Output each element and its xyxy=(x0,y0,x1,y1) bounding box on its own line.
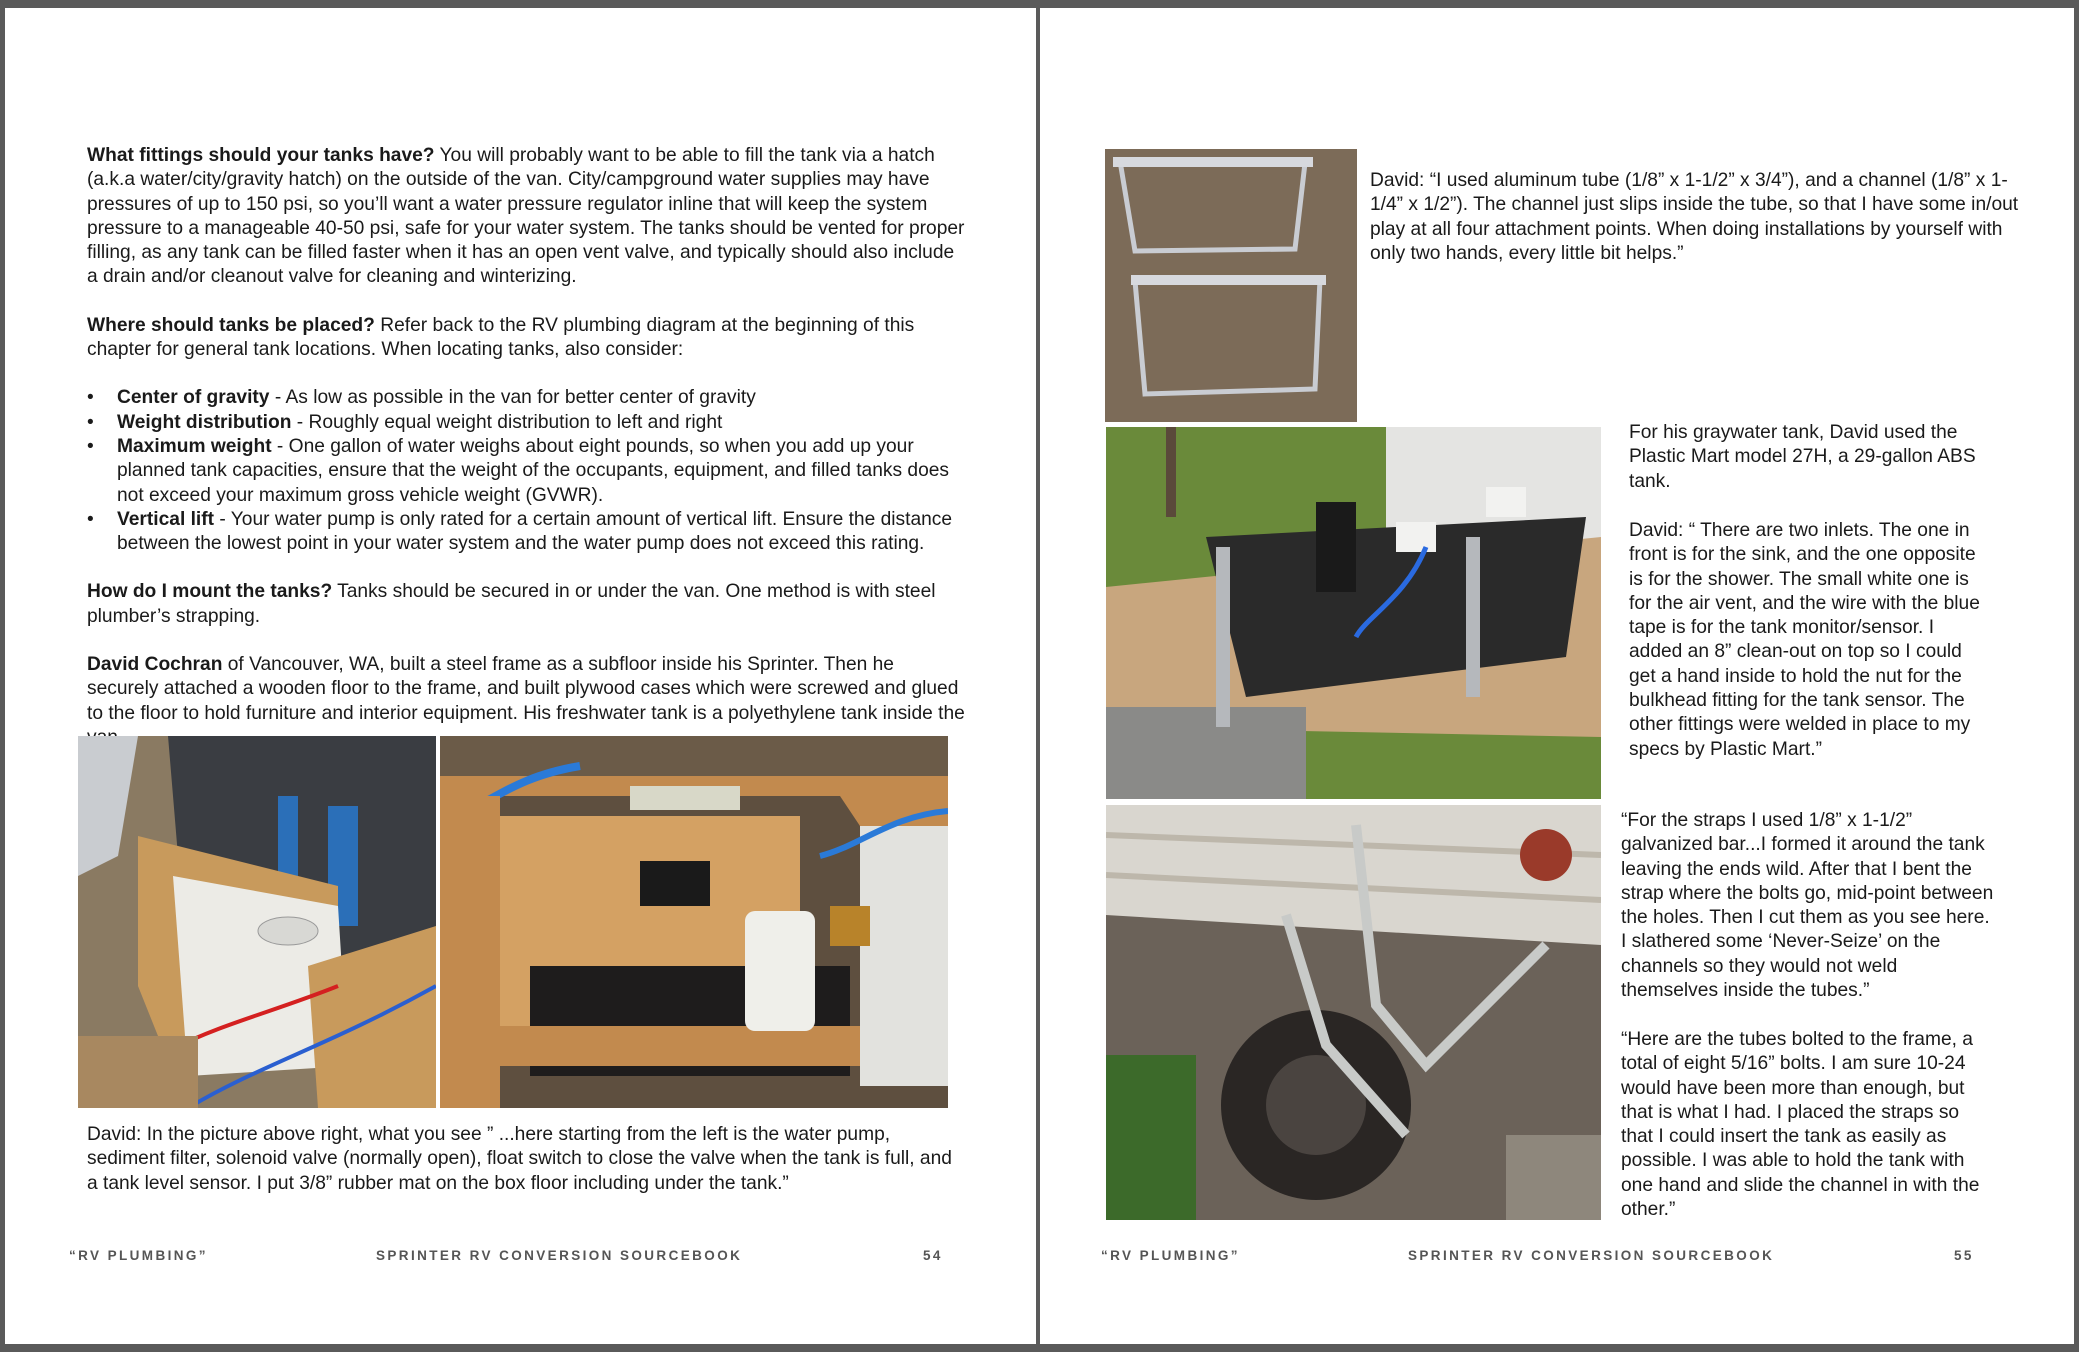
fittings-paragraph xyxy=(87,144,967,290)
bullet-text: - Your water pump is only rated for a certain amount of vertical lift. Ensure the distance between the lowest point in your water system and the water pump does not exceed this rating. xyxy=(117,508,953,555)
photo-caption: David: In the picture above right, what you see ” ...here starting from the left is the water pump, sediment filter, solenoid valve (normally open), float switch to close the valve when the tank is full, and a tank level sensor. I put 3/8” rubber mat on the box floor including under the tank.” xyxy=(87,1124,952,1194)
straps-quote: “For the straps I used 1/8” x 1-1/2” galvanized bar...I formed it around the tank leaving the ends wild. After that I bent the strap where the bolts go, mid-point between the holes. Then I cut them as you see here. I slathered some ‘Never-Seize’ on the channels so they would not weld themselves inside the tubes.” xyxy=(1621,810,1994,1002)
placement-body: Refer back to the RV plumbing diagram at the beginning of this chapter for general tank locations. When locating tanks, also consider: xyxy=(87,314,915,361)
placement-paragraph xyxy=(87,314,967,363)
bullet-text: - One gallon of water weighs about eight pounds, so when you add up your planned tank capacities, ensure that the weight of the occupants, equipment, and filled tanks does not exceed your maximum gross vehicle weight (GVWR). xyxy=(117,435,950,506)
mounting-body: Tanks should be secured in or under the van. One method is with steel plumber’s strapping. xyxy=(87,581,936,627)
left-text-column xyxy=(87,144,967,750)
list-item xyxy=(87,435,967,508)
photo-freshwater-tank xyxy=(78,736,436,1108)
placement-heading: Where should tanks be placed? xyxy=(87,314,375,336)
graywater-quote: David: “ There are two inlets. The one in front is for the sink, and the one opposite is for the shower. The small white one is for the air vent, and the wire with the blue tape is for the tank monitor/sensor. I added an 8” clean-out on top so I could get a hand inside to hold the nut for the bulkhead fitting for the tank sensor. The other fittings were welded in place to my specs by Plastic Mart.” xyxy=(1629,520,1980,760)
bullet-text: - As low as possible in the van for better center of gravity xyxy=(269,387,756,409)
placement-considerations-list xyxy=(87,386,967,556)
bullet-term: Center of gravity xyxy=(117,387,270,409)
mounting-paragraph xyxy=(87,580,967,629)
mounting-heading: How do I mount the tanks? xyxy=(87,581,333,603)
photo-tank-straps-under-van xyxy=(1106,805,1601,1220)
footer-page-number: 55 xyxy=(1954,1248,1974,1263)
bullet-term: Vertical lift xyxy=(117,508,215,530)
list-item xyxy=(87,508,967,557)
list-item xyxy=(87,411,967,435)
footer-book-title: SPRINTER RV CONVERSION SOURCEBOOK xyxy=(376,1248,743,1263)
quote-aluminum-tubes: David: “I used aluminum tube (1/8” x 1-1/2” x 3/4”), and a channel (1/8” x 1-1/4” x 1/2”). The channel just slips inside the tube, so that I have some in/out play at all four attachment points. When doing installations by yourself with only two hands, every little bit helps.” xyxy=(1370,170,2019,264)
photo-pump-box xyxy=(440,736,948,1108)
graywater-intro: For his graywater tank, David used the Plastic Mart model 27H, a 29-gallon ABS tank. xyxy=(1629,422,1976,492)
fittings-heading: What fittings should your tanks have? xyxy=(87,145,435,166)
footer-chapter: “RV PLUMBING” xyxy=(1101,1248,1240,1263)
bullet-term: Weight distribution xyxy=(117,411,292,433)
footer-page-number: 54 xyxy=(923,1248,943,1263)
photo-graywater-tank xyxy=(1106,427,1601,799)
page-55 xyxy=(1040,8,2074,1344)
bullet-text: - Roughly equal weight distribution to left and right xyxy=(291,411,723,433)
book-spread xyxy=(5,8,2074,1344)
footer-book-title: SPRINTER RV CONVERSION SOURCEBOOK xyxy=(1408,1248,1775,1263)
cochran-body: of Vancouver, WA, built a steel frame as a subfloor inside his Sprinter. Then he securely attached a wooden floor to the frame, and built plywood cases which were screwed and glued to the floor to hold furniture and interior equipment. His freshwater tank is a polyethylene tank inside the xyxy=(87,654,965,724)
photo-aluminum-brackets xyxy=(1105,149,1357,422)
tubes-bolted-quote: “Here are the tubes bolted to the frame, a total of eight 5/16” bolts. I am sure 10-24 would have been more than enough, but that is what I had. I placed the straps so that I could insert the tank as easily as possible. I was able to hold the tank with one hand and slide the channel in with the other.” xyxy=(1621,1029,1980,1221)
footer-chapter: “RV PLUMBING” xyxy=(69,1248,208,1263)
list-item xyxy=(87,386,967,410)
page-54 xyxy=(5,8,1036,1344)
cochran-name: David Cochran xyxy=(87,654,223,676)
bullet-term: Maximum weight xyxy=(117,435,272,457)
fittings-body: You will probably want to be able to fill the tank via a hatch (a.k.a water/city/gravity hatch) on the outside of the van. City/campground water supplies may have pressures of up to 150 psi, so you’ll want a water pressure regulator inline that will keep the system pressure to a manageable 40-50 psi, safe for your water system. The tanks should be vented for proper filling, as any tank can be filled faster when it has an open vent valve, and typically should also include a drain and/or cleanout valve for cleaning and winterizing. xyxy=(87,145,965,288)
